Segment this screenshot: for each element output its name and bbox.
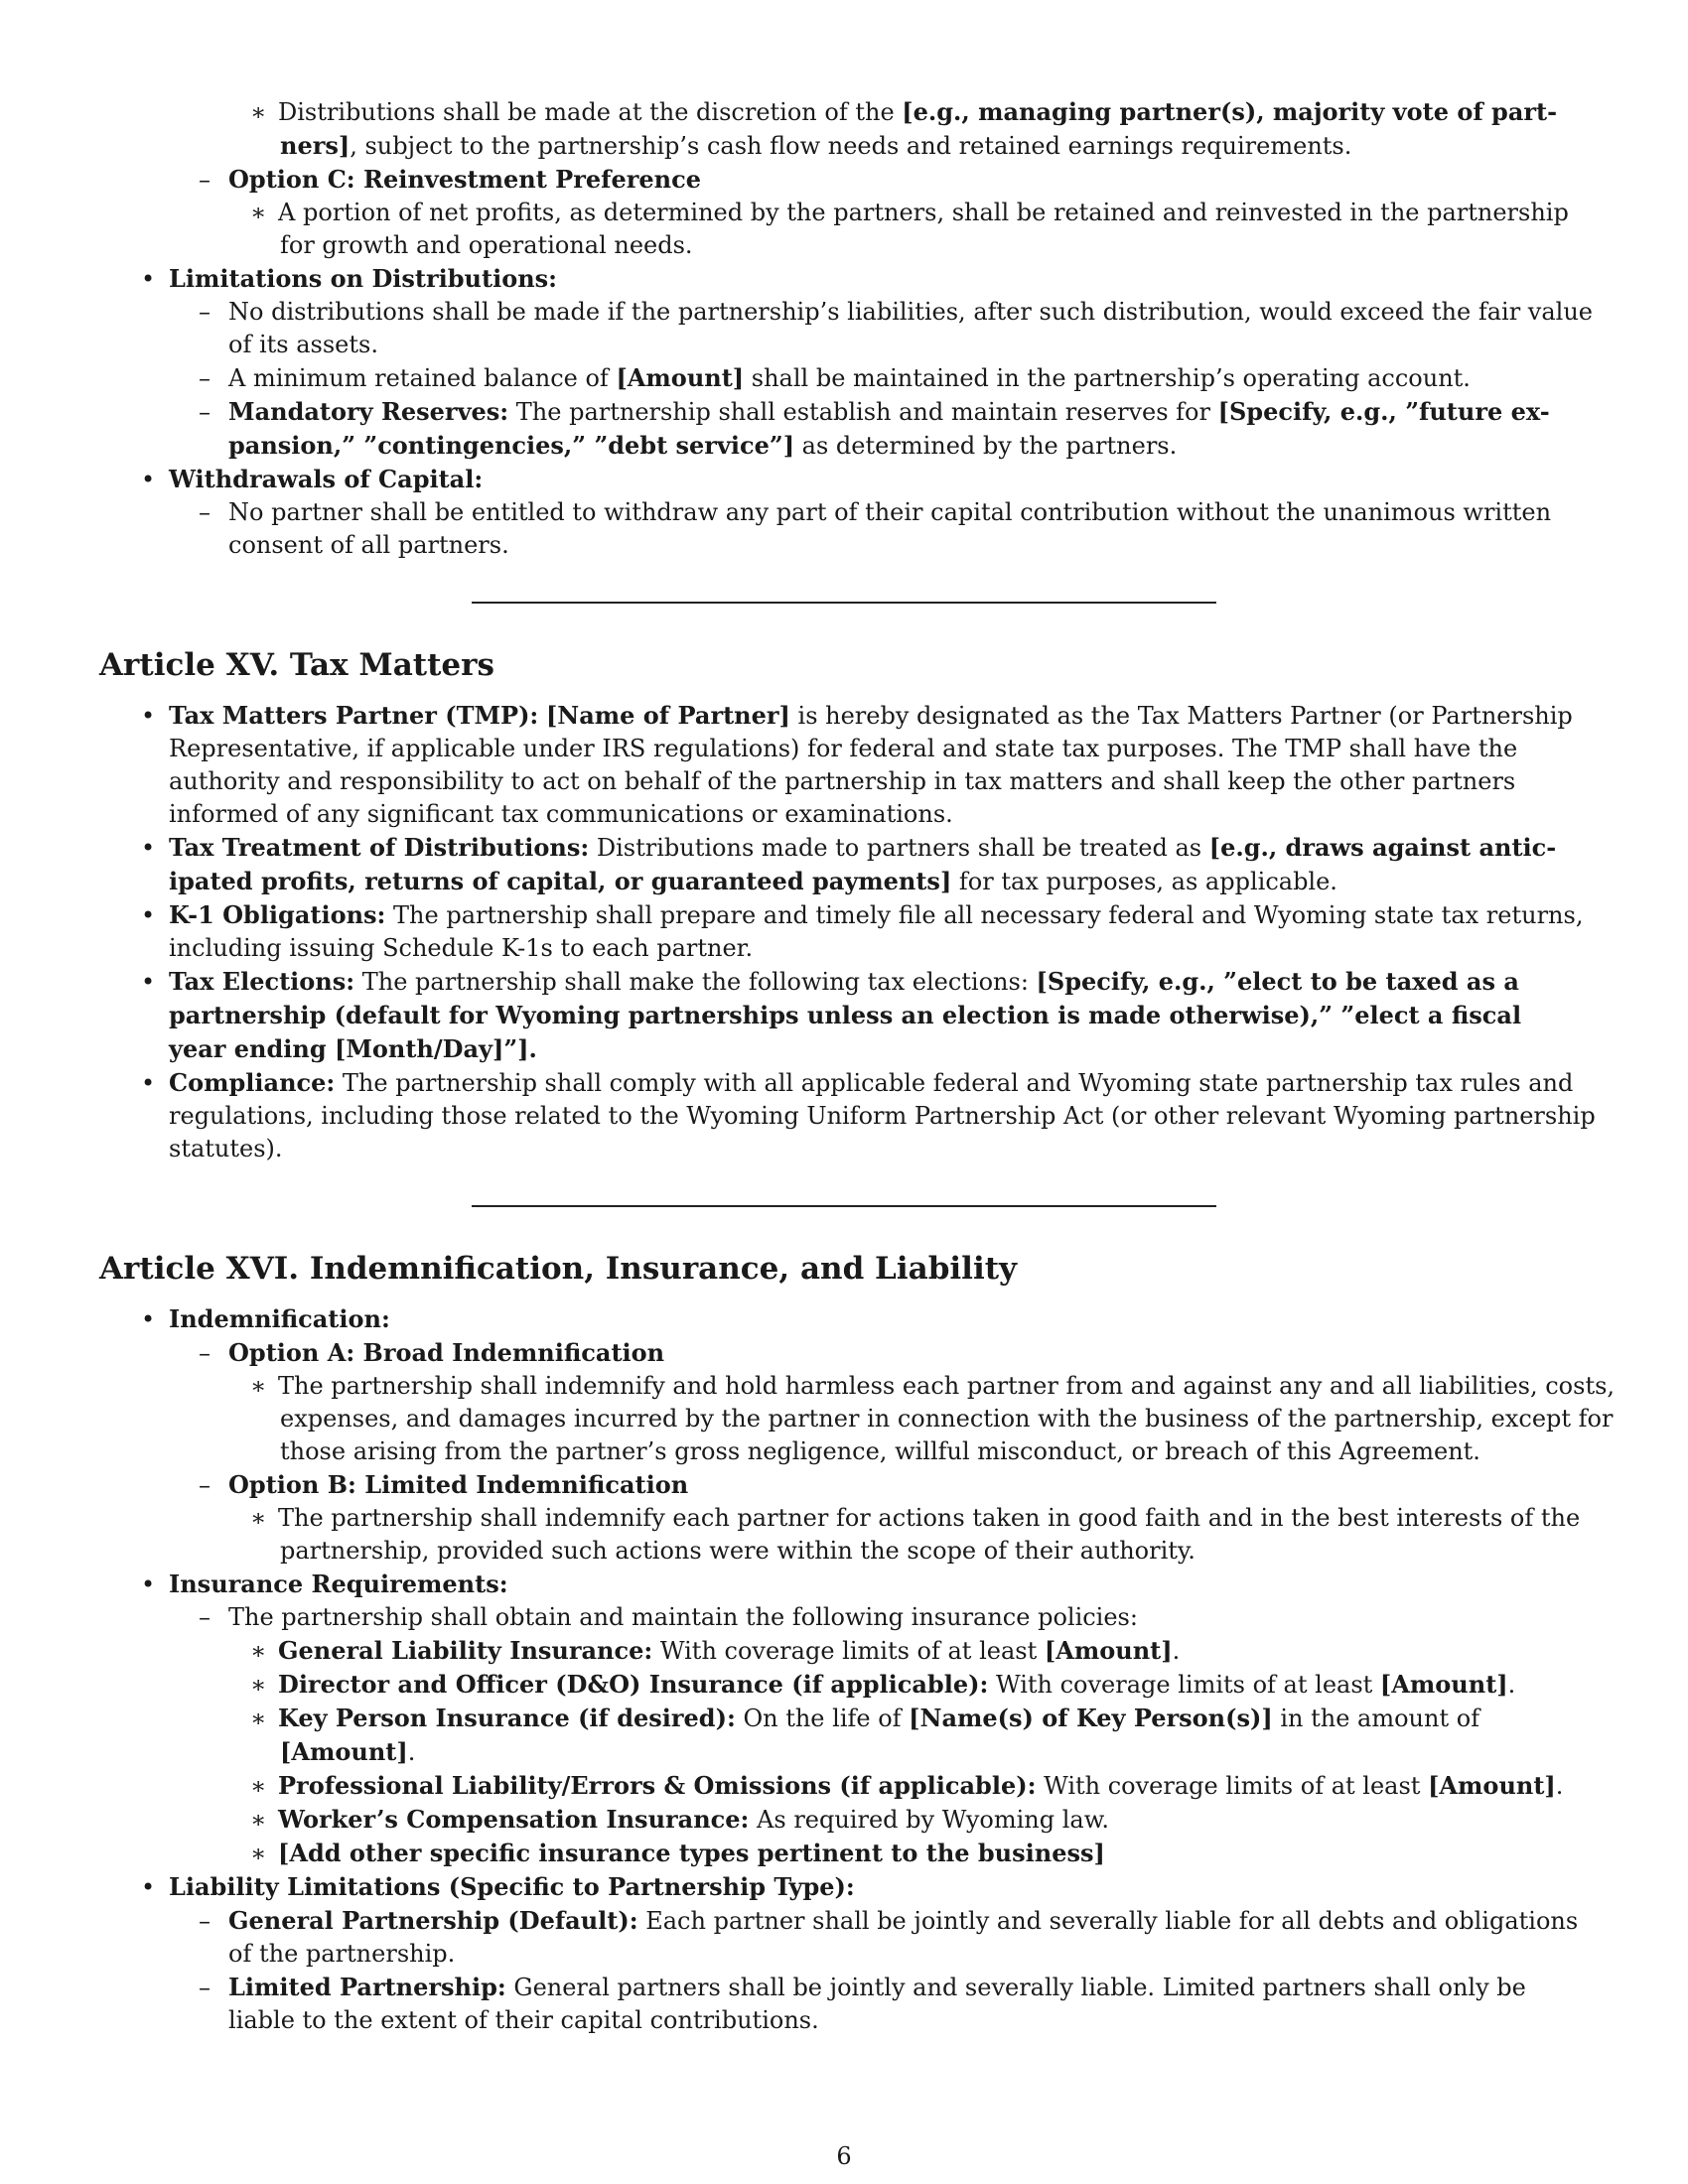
list-item: – No partner shall be entitled to withdraw any part of their capital contribution without the unanimous written xyxy=(199,498,1552,526)
list-item: ∗ General Liability Insurance: With coverage limits of at least [Amount]. xyxy=(250,1636,1181,1665)
list-item: – A minimum retained balance of [Amount] shall be maintained in the partnership’s operating account. xyxy=(199,363,1471,392)
list-item: ∗ Professional Liability/Errors & Omissions (if applicable): With coverage limits of at least [Amount]. xyxy=(250,1771,1564,1800)
section-heading: Article XVI. Indemnification, Insurance, and Liability xyxy=(99,1251,1018,1287)
list-item: • Insurance Requirements: xyxy=(141,1570,508,1598)
section-heading: Article XV. Tax Matters xyxy=(99,647,494,683)
list-item: ∗ Distributions shall be made at the discretion of the [e.g., managing partner(s), majority vote of part- xyxy=(250,97,1558,126)
list-item: – Limited Partnership: General partners shall be jointly and severally liable. Limited partners shall only be xyxy=(199,1973,1526,2001)
list-item: • Indemnification: xyxy=(141,1304,390,1333)
list-item: • Tax Treatment of Distributions: Distributions made to partners shall be treated as [e.g., draws against antic- xyxy=(141,833,1557,862)
list-item: ∗ Key Person Insurance (if desired): On the life of [Name(s) of Key Person(s)] in the amount of xyxy=(250,1704,1480,1732)
page-number: 6 xyxy=(836,2142,852,2170)
list-item: • K-1 Obligations: The partnership shall prepare and timely file all necessary federal and Wyoming state tax returns, xyxy=(141,900,1584,929)
list-item: • Withdrawals of Capital: xyxy=(141,465,484,493)
list-item: – The partnership shall obtain and maintain the following insurance policies: xyxy=(199,1603,1138,1631)
list-item: • Limitations on Distributions: xyxy=(141,264,558,293)
list-item: • Tax Elections: The partnership shall make the following tax elections: [Specify, e.g., ”elect to be taxed as a xyxy=(141,967,1519,996)
list-item: ∗ The partnership shall indemnify and hold harmless each partner from and against any and all liabilities, costs, xyxy=(250,1372,1616,1400)
list-item: • Compliance: The partnership shall comply with all applicable federal and Wyoming state partnership tax rules and xyxy=(141,1068,1574,1097)
section-divider xyxy=(472,1205,1216,1207)
list-item: ∗ Worker’s Compensation Insurance: As required by Wyoming law. xyxy=(250,1805,1110,1834)
section-divider xyxy=(472,602,1216,604)
list-item: – General Partnership (Default): Each partner shall be jointly and severally liable for all debts and obligations xyxy=(199,1906,1579,1935)
list-item: ∗ Director and Officer (D&O) Insurance (if applicable): With coverage limits of at least [Amount]. xyxy=(250,1670,1516,1699)
list-item: – Option B: Limited Indemnification xyxy=(199,1470,689,1499)
document-page: ∗ Distributions shall be made at the discretion of the [e.g., managing partner(s), majority vote of part- ners], subject to the partnership’s cash flow needs and retained earnings requirements. – Option C: Reinvestment Preference ∗ A portion of net profits, as determined by the partners, shall be retained and reinvested in the partnership for growth and operational needs. • Limitations on Distributions: – No distributions shall be made if the partnership’s liabilities, after such distribution, would exceed the fair value of its assets. – A minimum retained balance of [Amount] shall be maintained in the partnership’s operating account. – Mandatory Reserves: The partnership shall establish and maintain reserves for [Specify, e.g., ”future ex- pansion,” ”contingencies,” ”debt service”] as determined by the partners. • Withdrawals of Capital: – No partner shall be entitled to withdraw any part of their capital contribution without the unanimous written consent of all partners. Article XV. Tax Matters • Tax Matters Partner (TMP): [Name of Partner] is hereby designated as the Tax Matters Partner (or Partnership Representative, if applicable under IRS regulations) for federal and state tax purposes. The TMP shall have the authority and responsibility to act on behalf of the partnership in tax matters and shall keep the other partners informed of any significant tax communications or examinations. • Tax Treatment of Distributions: Distributions made to partners shall be treated as [e.g., draws against antic- ipated profits, returns of capital, or guaranteed payments] for tax purposes, as applicable. • K-1 Obligations: The partnership shall prepare and timely file all necessary federal and Wyoming state tax returns, including issuing Schedule K-1s to each partner. • Tax Elections: The partnership shall make the following tax elections: [Specify, e.g., ”elect to be taxed as a partnership (default for Wyoming partnerships unless an election is made otherwise),” ”elect a fiscal year ending [Month/Day]”]. • Compliance: The partnership shall comply with all applicable federal and Wyoming state partnership tax rules and regulations, including those related to the Wyoming Uniform Partnership Act (or other relevant Wyoming partnership statutes). Article XVI. Indemnification, Insurance, and Liability • Indemnification: – Option A: Broad Indemnification ∗ The partnership shall indemnify and hold harmless each partner from and against any and all liabilities, costs, expenses, and damages incurred by the partner in connection with the business of the partnership, except for those arising from the partner’s gross negligence, willful misconduct, or breach of this Agreement. – Option B: Limited Indemnification ∗ The partnership shall indemnify each partner for actions taken in good faith and in the best interests of the partnership, provided such actions were within the scope of their authority. • Insurance Requirements: – The partnership shall obtain and maintain the following insurance policies: ∗ General Liability Insurance: With coverage limits of at least [Amount]. ∗ Director and Officer (D&O) Insurance (if applicable): With coverage limits of at least [Amount]. ∗ Key Person Insurance (if desired): On the life of [Name(s) of Key Person(s)] in the amount of [Amount]. ∗ Professional Liability/Errors & Omissions (if applicable): With coverage limits of at least [Amount]. ∗ Worker’s Compensation Insurance: As required by Wyoming law. ∗ [Add other specific insurance types pertinent to the business] • Liability Limitations (Specific to Partnership Type): – General Partnership (Default): Each partner shall be jointly and severally liable for all debts and obligations of the partnership. – Limited Partnership: General partners shall be jointly and severally liable. Limited partners shall only be liable to the extent of their capital contributions. xyxy=(99,97,1616,2034)
list-item: – Mandatory Reserves: The partnership shall establish and maintain reserves for [Specify, e.g., ”future ex- xyxy=(199,397,1550,426)
list-item: ∗ A portion of net profits, as determined by the partners, shall be retained and reinvested in the partnership xyxy=(250,199,1569,226)
list-item: ∗ The partnership shall indemnify each partner for actions taken in good faith and in the best interests of the xyxy=(250,1504,1581,1532)
list-item: ∗ [Add other specific insurance types pertinent to the business] xyxy=(250,1839,1105,1867)
list-item: • Tax Matters Partner (TMP): [Name of Partner] is hereby designated as the Tax Matters Partner (or Partnership xyxy=(141,701,1573,730)
list-item: • Liability Limitations (Specific to Partnership Type): xyxy=(141,1872,855,1901)
list-item: – Option C: Reinvestment Preference xyxy=(199,165,701,194)
list-item: – No distributions shall be made if the partnership’s liabilities, after such distribution, would exceed the fair value xyxy=(199,298,1594,326)
list-item: – Option A: Broad Indemnification xyxy=(199,1338,665,1367)
